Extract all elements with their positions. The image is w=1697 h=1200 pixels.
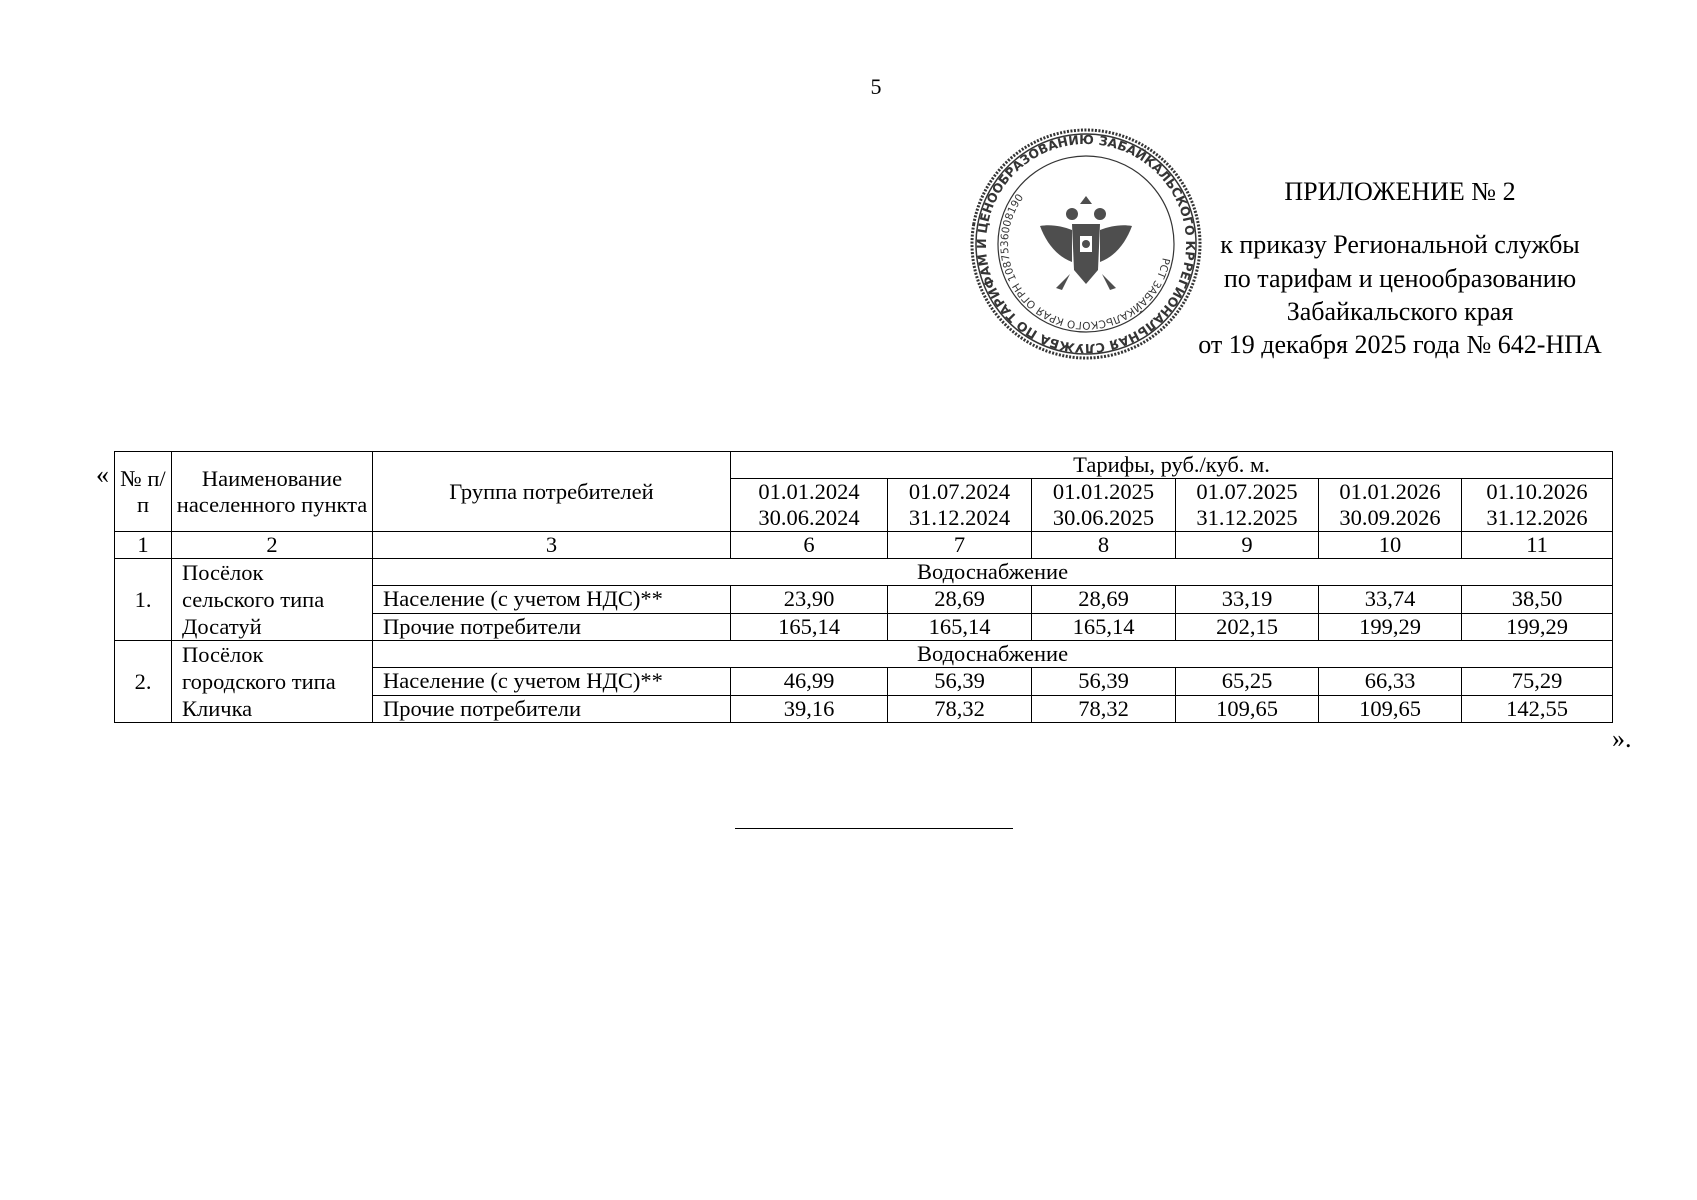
tariff-value: 199,29: [1319, 613, 1462, 640]
opening-quote: «: [96, 460, 109, 489]
tariff-value: 65,25: [1176, 668, 1319, 695]
tariff-value: 75,29: [1462, 668, 1613, 695]
settlement-name-line: Досатуй: [182, 614, 262, 639]
settlement-name-line: Посёлок: [182, 642, 264, 667]
header-period: [1319, 479, 1462, 532]
settlement-name-line: городского типа: [182, 669, 336, 694]
period-to: 30.09.2026: [1339, 505, 1441, 530]
tariff-value: 46,99: [731, 668, 888, 695]
appendix-line: к приказу Региональной службы: [1220, 230, 1580, 260]
column-number: 11: [1462, 532, 1613, 559]
section-service-row: [115, 641, 1613, 668]
header-tariffs: Тарифы, руб./куб. м.: [731, 452, 1613, 479]
consumer-group: Прочие потребители: [373, 695, 731, 722]
double-headed-eagle-emblem: [1040, 196, 1132, 290]
row-number: 1.: [115, 559, 172, 641]
tariff-value: 109,65: [1319, 695, 1462, 722]
appendix-line: от 19 декабря 2025 года № 642-НПА: [1198, 330, 1602, 360]
tariff-value: 78,32: [888, 695, 1032, 722]
appendix-line: Забайкальского края: [1286, 296, 1514, 326]
header-num: № п/п: [115, 452, 172, 532]
period-to: 30.06.2024: [758, 505, 860, 530]
header-period: [888, 479, 1032, 532]
column-number: 1: [115, 532, 172, 559]
svg-text:РЕГИОНАЛЬНАЯ СЛУЖБА ПО ТАРИФАМ: РЕГИОНАЛЬНАЯ СЛУЖБА ПО ТАРИФАМ И ЦЕНООБРАЗОВАНИЮ ЗАБАЙКАЛЬСКОГО КРАЯ: [973, 131, 1199, 357]
settlement-name: [172, 559, 373, 641]
settlement-name: [172, 641, 373, 723]
tariff-value: 66,33: [1319, 668, 1462, 695]
tariff-value: 142,55: [1462, 695, 1613, 722]
header-period: [731, 479, 888, 532]
footnote-separator: [735, 828, 1013, 829]
column-number: 8: [1032, 532, 1176, 559]
page-number: 5: [870, 74, 882, 99]
settlement-name-line: Посёлок: [182, 560, 264, 585]
column-number: 7: [888, 532, 1032, 559]
period-from: 01.01.2024: [758, 479, 860, 504]
appendix-header: [1140, 175, 1660, 361]
tariff-value: 56,39: [888, 668, 1032, 695]
tariff-value: 28,69: [1032, 586, 1176, 613]
column-number: 2: [172, 532, 373, 559]
period-to: 31.12.2025: [1196, 505, 1298, 530]
period-from: 01.07.2024: [908, 479, 1011, 504]
settlement-name-line: сельского типа: [182, 587, 325, 612]
tariff-value: 38,50: [1462, 586, 1613, 613]
svg-text:РСТ ЗАБАЙКАЛЬСКОГО КРАЯ ОГРН 1: РСТ ЗАБАЙКАЛЬСКОГО КРАЯ ОГРН 1087536008190: [998, 191, 1172, 332]
closing-quote: ».: [1612, 724, 1632, 753]
settlement-name-line: Кличка: [182, 696, 253, 721]
period-from: 01.01.2026: [1339, 479, 1441, 504]
period-from: 01.01.2025: [1052, 479, 1155, 504]
section-service-row: [115, 559, 1613, 586]
tariff-value: 199,29: [1462, 613, 1613, 640]
header-period: [1176, 479, 1319, 532]
tariff-value: 109,65: [1176, 695, 1319, 722]
tariff-value: 33,74: [1319, 586, 1462, 613]
tariff-table: [114, 451, 1613, 723]
tariff-value: 202,15: [1176, 613, 1319, 640]
row-number: 2.: [115, 641, 172, 723]
appendix-line: по тарифам и ценообразованию: [1223, 263, 1577, 293]
period-to: 31.12.2024: [908, 505, 1011, 530]
column-number-row: [115, 532, 1613, 559]
period-to: 30.06.2025: [1052, 505, 1155, 530]
header-period: [1462, 479, 1613, 532]
tariff-value: 33,19: [1176, 586, 1319, 613]
consumer-group: Население (с учетом НДС)**: [373, 586, 731, 613]
column-number: 3: [373, 532, 731, 559]
tariff-value: 56,39: [1032, 668, 1176, 695]
header-settlement: Наименование населенного пункта: [172, 452, 373, 532]
column-number: 9: [1176, 532, 1319, 559]
header-period: [1032, 479, 1176, 532]
column-number: 10: [1319, 532, 1462, 559]
tariff-value: 28,69: [888, 586, 1032, 613]
tariff-value: 165,14: [731, 613, 888, 640]
appendix-title: ПРИЛОЖЕНИЕ № 2: [1284, 177, 1516, 206]
column-number: 6: [731, 532, 888, 559]
tariff-value: 39,16: [731, 695, 888, 722]
period-from: 01.10.2026: [1486, 479, 1588, 504]
tariff-value: 165,14: [888, 613, 1032, 640]
tariff-value: 23,90: [731, 586, 888, 613]
period-from: 01.07.2025: [1196, 479, 1298, 504]
service-name: Водоснабжение: [373, 641, 1613, 668]
service-name: Водоснабжение: [373, 559, 1613, 586]
consumer-group: Прочие потребители: [373, 613, 731, 640]
tariff-value: 165,14: [1032, 613, 1176, 640]
header-consumer-group: Группа потребителей: [373, 452, 731, 532]
period-to: 31.12.2026: [1486, 505, 1588, 530]
consumer-group: Население (с учетом НДС)**: [373, 668, 731, 695]
tariff-value: 78,32: [1032, 695, 1176, 722]
